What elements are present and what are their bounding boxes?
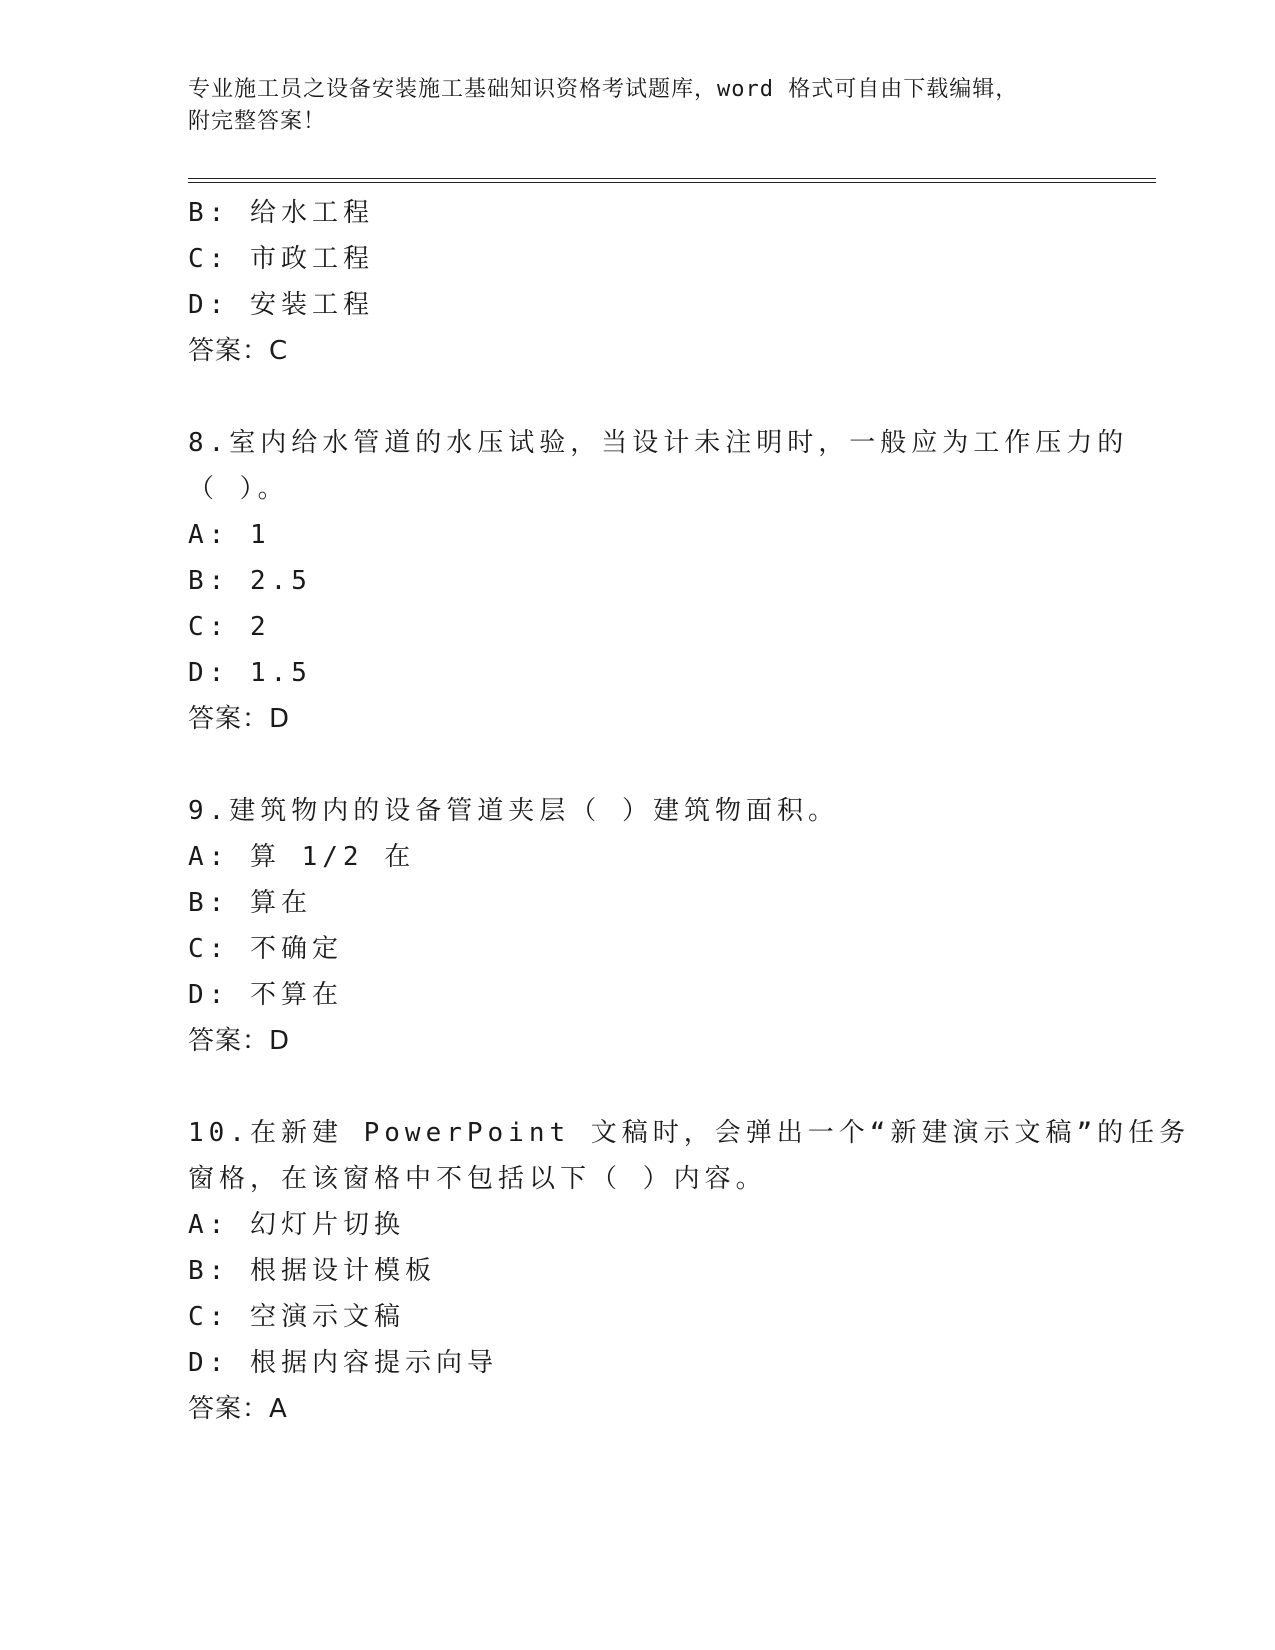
option-letter: A: [188, 520, 230, 550]
question-text-line-1: 8.室内给水管道的水压试验，当设计未注明时，一般应为工作压力的 [188, 428, 1129, 458]
answer-line: 答案：D [188, 704, 291, 734]
option-text: 2.5 [249, 566, 312, 596]
option-a [188, 1202, 1088, 1248]
option-letter: C: [188, 1302, 230, 1332]
option-letter: B: [188, 198, 230, 228]
option-letter: A: [188, 1210, 230, 1240]
answer-line: 答案：C [188, 336, 289, 366]
question-9 [188, 788, 1088, 1064]
option-b [188, 1248, 1088, 1294]
option-letter: B: [188, 888, 230, 918]
option-text: 算在 [249, 888, 312, 918]
option-letter: B: [188, 1256, 230, 1286]
option-d [188, 1340, 1088, 1386]
question-list [188, 190, 1191, 1432]
option-text: 根据设计模板 [249, 1256, 436, 1286]
option-letter: A: [188, 842, 230, 872]
option-a [188, 834, 1088, 880]
option-letter: D: [188, 658, 230, 688]
option-a [188, 512, 1088, 558]
question-10 [188, 1110, 1191, 1432]
answer-line: 答案：D [188, 1026, 291, 1056]
option-letter: D: [188, 1348, 230, 1378]
spacer [188, 1064, 1088, 1110]
option-b [188, 558, 1088, 604]
spacer [188, 742, 1088, 788]
question-7 [188, 190, 1088, 374]
option-text: 1 [249, 520, 271, 550]
option-c [188, 926, 1088, 972]
option-c [188, 236, 1088, 282]
option-letter: C: [188, 934, 230, 964]
option-text: 市政工程 [249, 244, 374, 274]
option-d [188, 972, 1088, 1018]
header-line-2: 附完整答案！ [188, 109, 327, 134]
option-text: 幻灯片切换 [249, 1210, 405, 1240]
option-c [188, 1294, 1088, 1340]
option-letter: C: [188, 612, 230, 642]
option-b [188, 880, 1088, 926]
option-letter: D: [188, 290, 230, 320]
answer-line: 答案：A [188, 1394, 288, 1424]
option-letter: D: [188, 980, 230, 1010]
option-b [188, 190, 1088, 236]
option-text: 给水工程 [249, 198, 374, 228]
option-d [188, 282, 1088, 328]
question-text-line-2: 窗格，在该窗格中不包括以下（ ）内容。 [188, 1164, 767, 1194]
spacer [188, 374, 1088, 420]
option-text: 不确定 [249, 934, 343, 964]
option-text: 1.5 [249, 658, 312, 688]
option-text: 不算在 [249, 980, 343, 1010]
question-text-line-1: 9.建筑物内的设备管道夹层（ ）建筑物面积。 [188, 796, 839, 826]
option-letter: C: [188, 244, 230, 274]
question-8 [188, 420, 1129, 742]
option-letter: B: [188, 566, 230, 596]
option-text: 空演示文稿 [249, 1302, 405, 1332]
option-text: 安装工程 [249, 290, 374, 320]
option-c [188, 604, 1088, 650]
header-line-1: 专业施工员之设备安装施工基础知识资格考试题库，word 格式可自由下载编辑， [188, 77, 1019, 102]
header-double-rule [188, 178, 1156, 183]
question-text-line-1: 10.在新建 PowerPoint 文稿时，会弹出一个“新建演示文稿”的任务 [188, 1118, 1191, 1148]
option-text: 算 1/2 在 [249, 842, 416, 872]
option-text: 根据内容提示向导 [249, 1348, 498, 1378]
question-text-line-2: （ ）。 [188, 474, 289, 504]
page-header [188, 74, 1088, 138]
option-text: 2 [249, 612, 271, 642]
option-d [188, 650, 1088, 696]
